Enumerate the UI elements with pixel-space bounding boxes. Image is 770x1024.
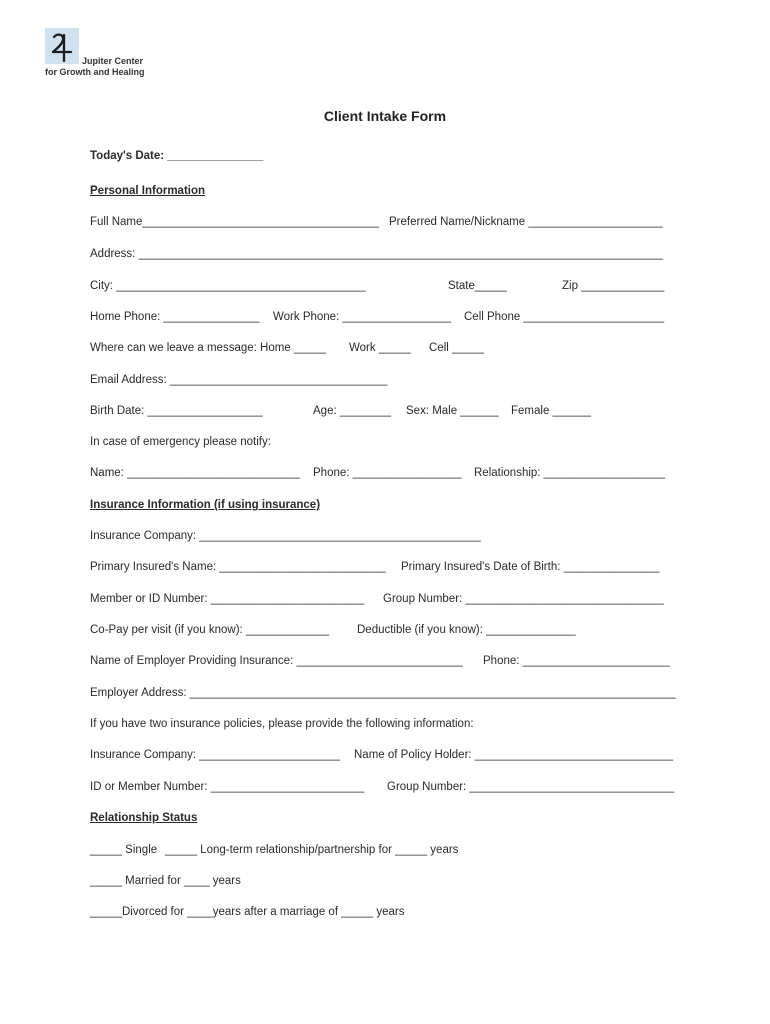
- copay-field[interactable]: Co-Pay per visit (if you know): _____________: [90, 624, 330, 636]
- email-field[interactable]: Email Address: __________________________________: [90, 374, 388, 386]
- two-policies-label: If you have two insurance policies, please provide the following information:: [90, 718, 474, 730]
- single-option[interactable]: _____ Single: [90, 844, 158, 856]
- city-field[interactable]: City: _______________________________________: [90, 280, 366, 292]
- jupiter-symbol-icon: [45, 28, 79, 64]
- form-title: Client Intake Form: [323, 108, 447, 124]
- nickname-field[interactable]: Preferred Name/Nickname _____________________: [389, 216, 663, 228]
- sex-male-field[interactable]: Sex: Male ______: [406, 405, 499, 417]
- deductible-field[interactable]: Deductible (if you know): ______________: [357, 624, 576, 636]
- work-phone-field[interactable]: Work Phone: _________________: [273, 311, 452, 323]
- logo-mark: [45, 28, 79, 64]
- member-id-2-field[interactable]: ID or Member Number: ________________________: [90, 781, 365, 793]
- primary-insured-dob-field[interactable]: Primary Insured's Date of Birth: _______________: [401, 561, 660, 573]
- married-option[interactable]: _____ Married for ____ years: [90, 875, 241, 887]
- cell-phone-field[interactable]: Cell Phone ______________________: [464, 311, 665, 323]
- age-field[interactable]: Age: ________: [313, 405, 392, 417]
- longterm-option[interactable]: _____ Long-term relationship/partnership for _____ years: [165, 844, 459, 856]
- logo-line-1: Jupiter Center: [82, 56, 144, 66]
- group-number-2-field[interactable]: Group Number: ________________________________: [387, 781, 675, 793]
- relationship-status-heading: Relationship Status: [90, 812, 198, 824]
- insurance-company-2-field[interactable]: Insurance Company: ______________________: [90, 749, 341, 761]
- sex-female-field[interactable]: Female ______: [511, 405, 591, 417]
- emergency-phone-field[interactable]: Phone: _________________: [313, 467, 462, 479]
- message-work-field[interactable]: Work _____: [349, 342, 411, 354]
- group-number-field[interactable]: Group Number: _______________________________: [383, 593, 664, 605]
- member-id-field[interactable]: Member or ID Number: ________________________: [90, 593, 365, 605]
- divorced-option[interactable]: _____Divorced for ____years after a marriage of _____ years: [90, 906, 405, 918]
- insurance-company-field[interactable]: Insurance Company: ____________________________________________: [90, 530, 481, 542]
- message-cell-field[interactable]: Cell _____: [429, 342, 484, 354]
- state-field[interactable]: State_____: [448, 280, 507, 292]
- employer-address-field[interactable]: Employer Address: ____________________________________________________________________________: [90, 687, 676, 699]
- zip-field[interactable]: Zip _____________: [562, 280, 665, 292]
- logo-line-2: for Growth and Healing: [45, 67, 145, 77]
- employer-phone-field[interactable]: Phone: _______________________: [483, 655, 670, 667]
- address-field[interactable]: Address: __________________________________________________________________________________: [90, 248, 664, 260]
- birth-date-field[interactable]: Birth Date: __________________: [90, 405, 263, 417]
- message-home-field[interactable]: Where can we leave a message: Home _____: [90, 342, 326, 354]
- emergency-label: In case of emergency please notify:: [90, 436, 271, 448]
- employer-name-field[interactable]: Name of Employer Providing Insurance: __________________________: [90, 655, 463, 667]
- primary-insured-name-field[interactable]: Primary Insured's Name: __________________________: [90, 561, 386, 573]
- insurance-info-heading: Insurance Information (if using insurance): [90, 499, 321, 511]
- policy-holder-field[interactable]: Name of Policy Holder: _______________________________: [354, 749, 674, 761]
- personal-info-heading: Personal Information: [90, 185, 206, 197]
- emergency-relationship-field[interactable]: Relationship: ___________________: [474, 467, 666, 479]
- emergency-name-field[interactable]: Name: ___________________________: [90, 467, 300, 479]
- home-phone-field[interactable]: Home Phone: _______________: [90, 311, 260, 323]
- todays-date-field[interactable]: Today's Date: _______________: [90, 150, 264, 162]
- full-name-field[interactable]: Full Name_____________________________________: [90, 216, 380, 228]
